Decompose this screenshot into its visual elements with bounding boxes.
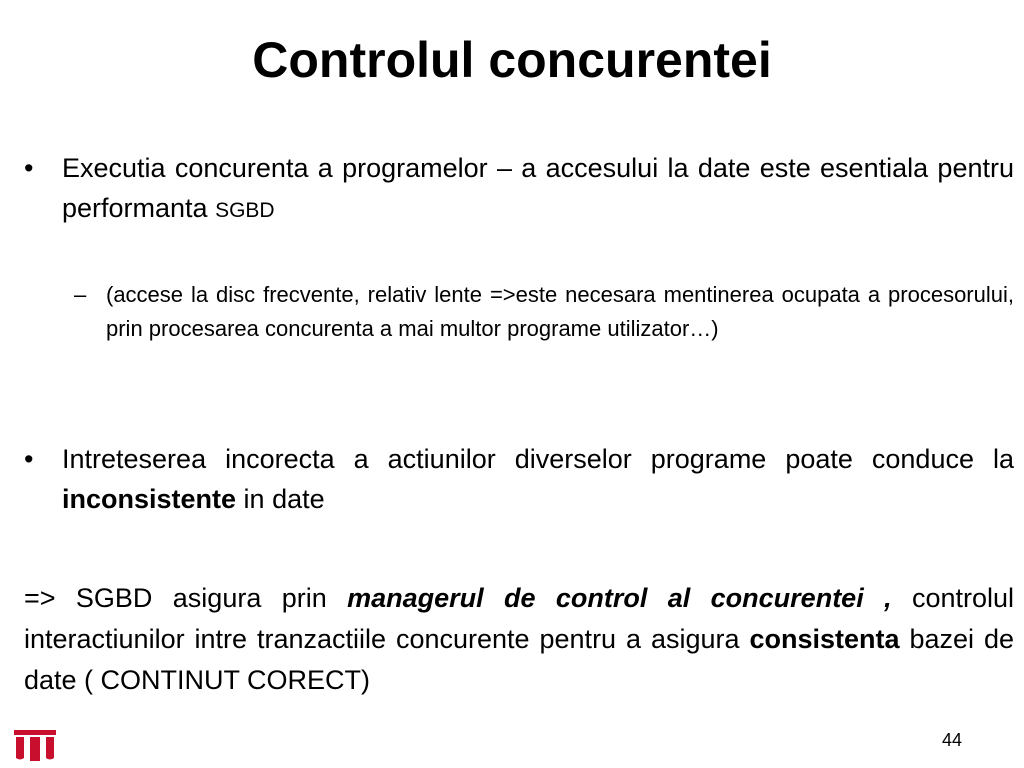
- sub-bullet-marker: –: [74, 282, 87, 307]
- bullet-marker: •: [24, 153, 34, 183]
- page-number: 44: [941, 730, 962, 750]
- bullet-text-acronym: SGBD: [215, 199, 275, 222]
- bullet-item-2: [24, 439, 1014, 519]
- bullet-text-before: Intreteserea incorecta a actiunilor diverselor programe poate conduce la: [62, 444, 1014, 474]
- conclusion-bold: consistenta: [749, 624, 900, 654]
- conclusion-prefix: => SGBD asigura prin: [24, 583, 348, 613]
- conclusion-emphasis: managerul de control al concurentei ,: [347, 583, 892, 613]
- logo-graphic: [12, 728, 58, 762]
- bullet-text-bold: inconsistente: [62, 484, 237, 514]
- bullet-text: [62, 439, 1014, 519]
- university-logo-icon: [12, 728, 58, 762]
- bullet-item-1: [24, 148, 1014, 231]
- bullet-marker: •: [24, 444, 34, 474]
- conclusion-paragraph: [24, 578, 1014, 701]
- conclusion-middle: controlul interactiunilor intre tranzactiile concurente pentru a asigura: [24, 583, 1015, 654]
- slide-title: Controlul concurentei: [252, 32, 772, 88]
- sub-bullet-item: [74, 278, 1014, 346]
- conclusion-suffix: bazei de date ( CONTINUT CORECT): [24, 624, 1014, 695]
- bullet-text-after: in date: [236, 484, 325, 514]
- bullet-text: [62, 148, 1014, 231]
- bullet-text-main: Executia concurenta a programelor – a accesului la date este esentiala pentru performanta: [62, 153, 1014, 223]
- sub-bullet-text: (accese la disc frecvente, relativ lente =>este necesara mentinerea ocupata a procesorului, prin procesarea concurenta a mai multor programe utilizator…): [106, 282, 1014, 341]
